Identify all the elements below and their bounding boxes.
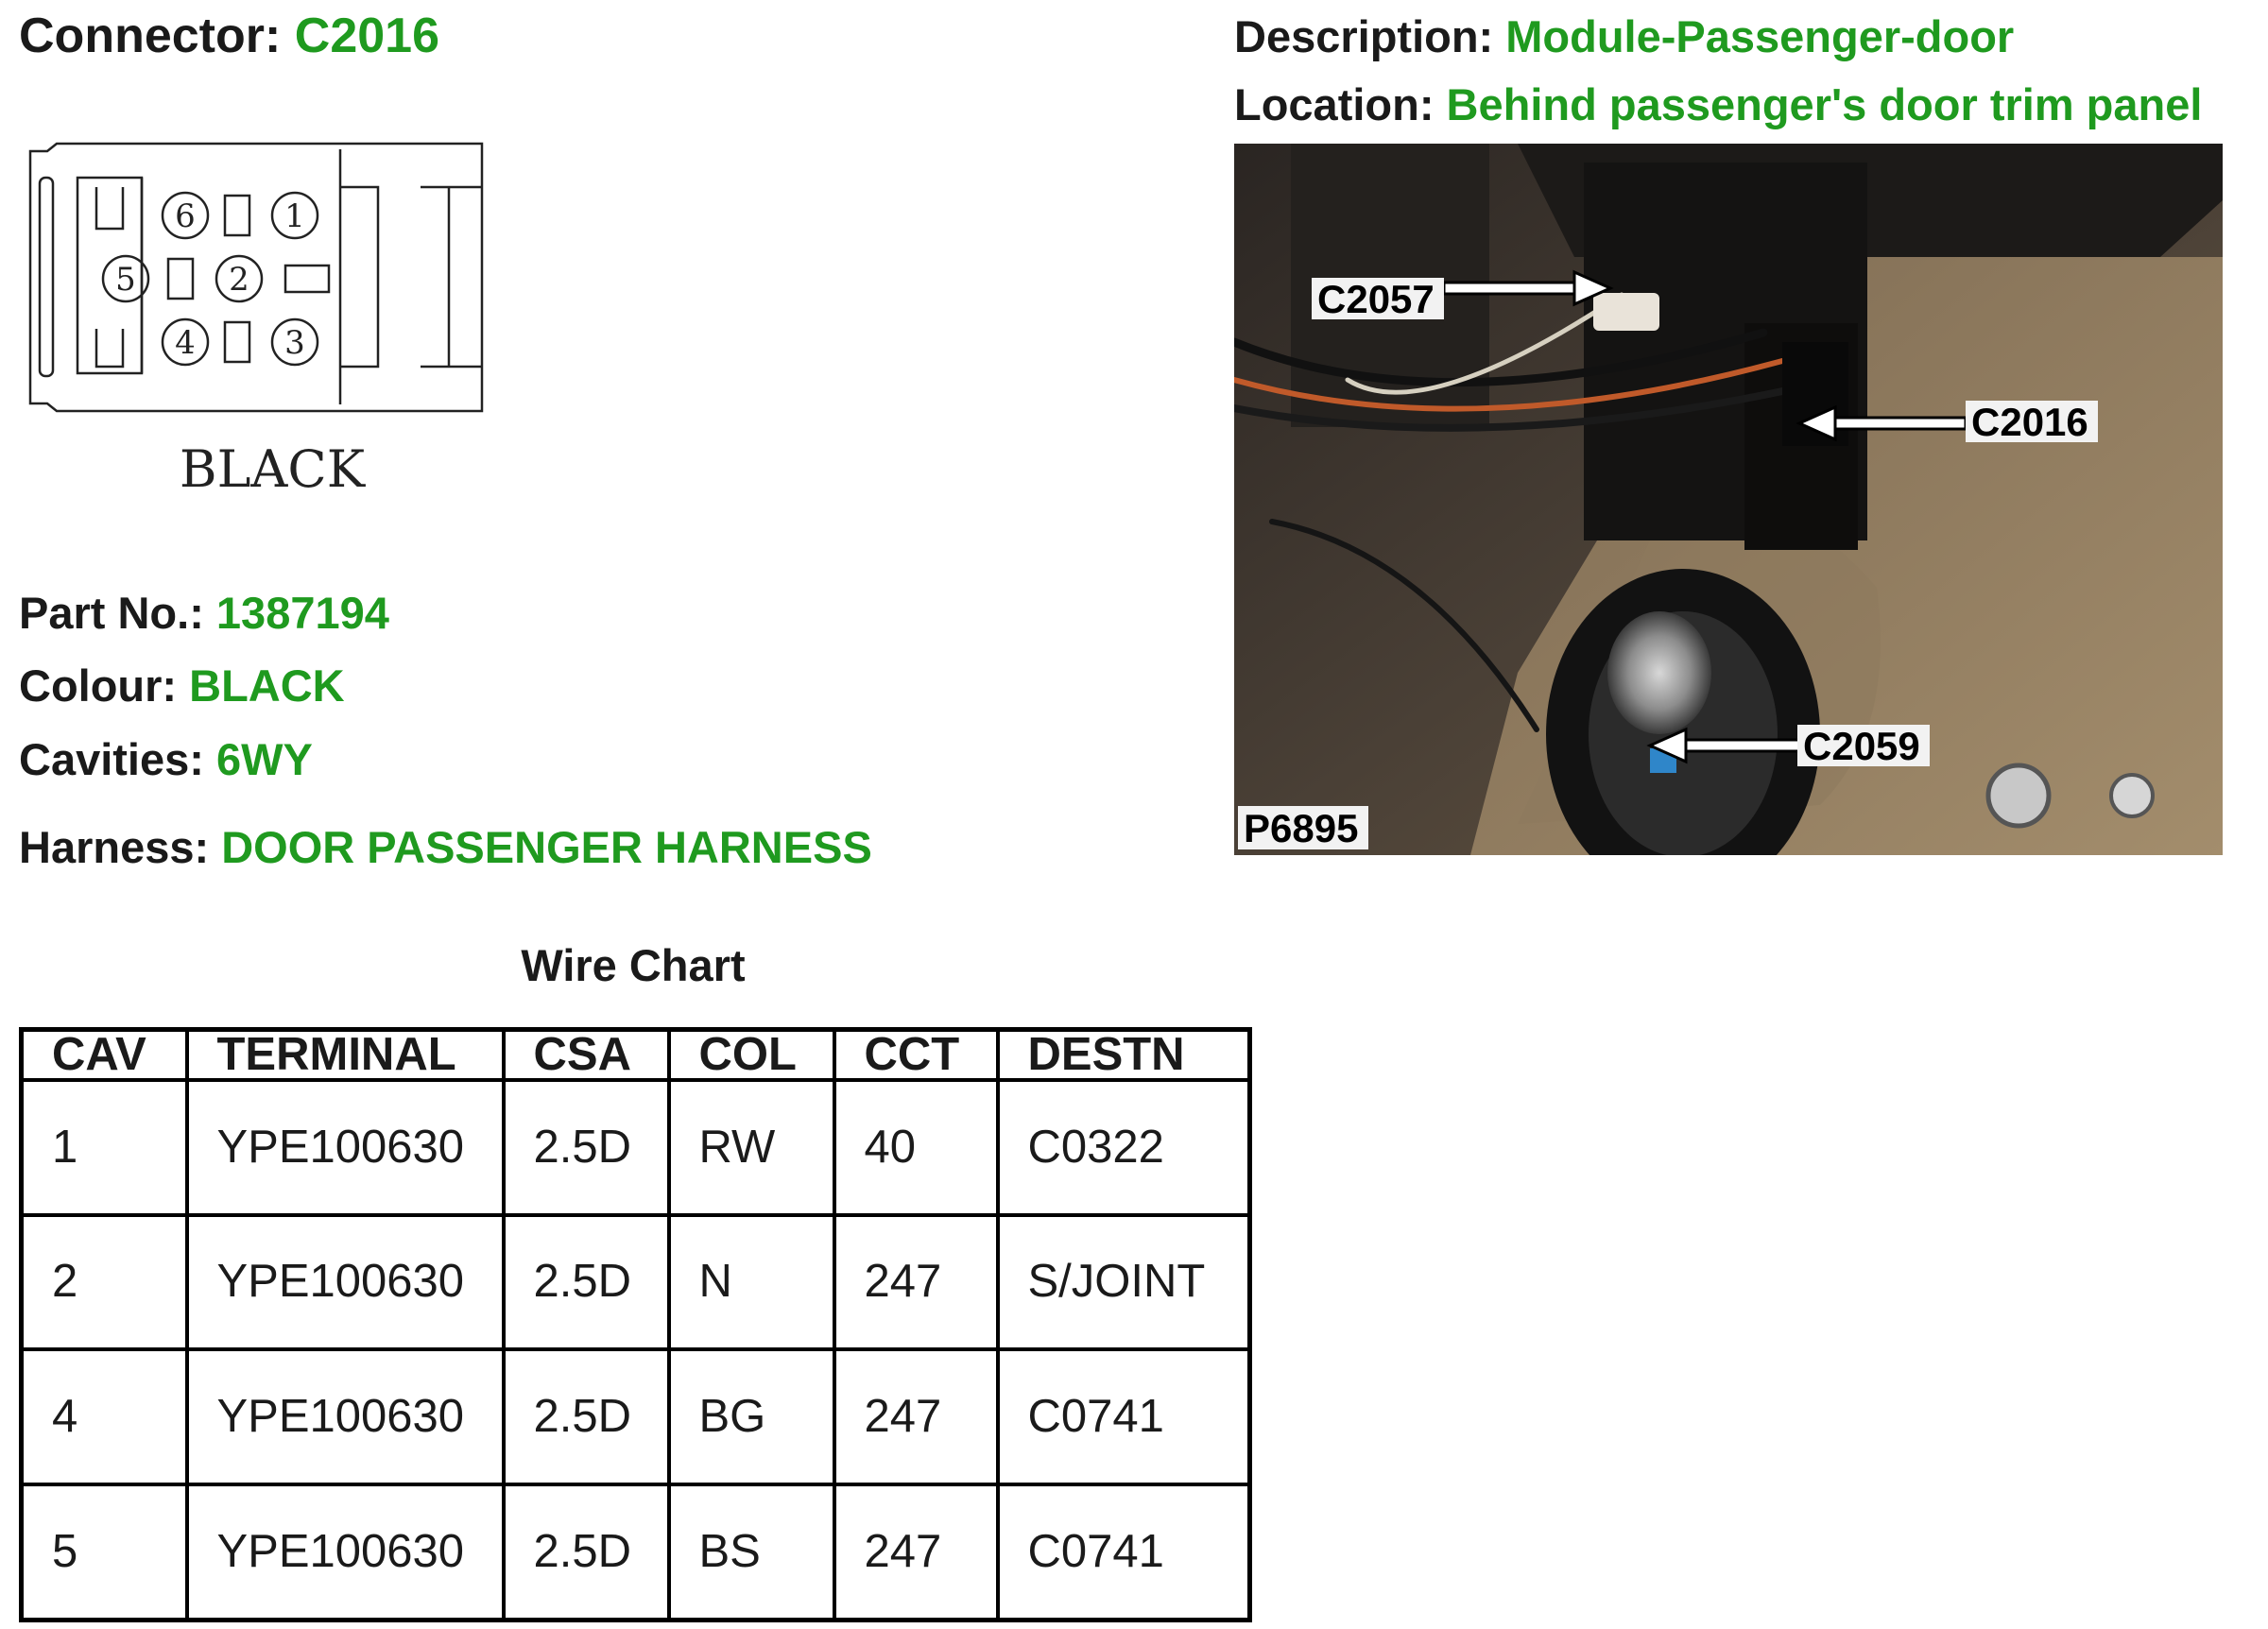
column-header-cct: CCT [834, 1030, 998, 1081]
cell-terminal: YPE100630 [187, 1215, 504, 1350]
part-no-label: Part No.: [19, 588, 204, 638]
cell-cct: 40 [834, 1080, 998, 1215]
cell-col: N [669, 1215, 834, 1350]
cell-col: BG [669, 1349, 834, 1484]
cavity-5-label: 5 [115, 261, 136, 299]
cell-terminal: YPE100630 [187, 1080, 504, 1215]
cell-cav: 2 [22, 1215, 187, 1350]
part-no-field [19, 588, 389, 638]
location-field [1234, 79, 2203, 129]
cell-cav: 1 [22, 1080, 187, 1215]
table-row [22, 1349, 1250, 1484]
cell-destn: C0322 [998, 1080, 1250, 1215]
wire-chart-title: Wire Chart [521, 940, 746, 990]
location-value: Behind passenger's door trim panel [1446, 79, 2203, 129]
wire-chart-table [19, 1027, 1252, 1622]
connector-label: Connector: [19, 9, 282, 63]
description-value: Module-Passenger-door [1505, 11, 2015, 61]
connector-field [19, 9, 440, 63]
colour-value: BLACK [189, 660, 345, 711]
cell-csa: 2.5D [504, 1349, 669, 1484]
callout-c2057: C2057 [1317, 277, 1435, 321]
table-row [22, 1080, 1250, 1215]
table-header-row [22, 1030, 1250, 1081]
cell-csa: 2.5D [504, 1484, 669, 1620]
cavities-field [19, 734, 313, 784]
column-header-destn: DESTN [998, 1030, 1250, 1081]
cavity-2-label: 2 [229, 261, 249, 299]
cavity-3-label: 3 [284, 324, 305, 362]
cavities-value: 6WY [215, 734, 313, 784]
connector-face-diagram [19, 142, 496, 510]
harness-field [19, 822, 872, 872]
cell-cav: 4 [22, 1349, 187, 1484]
cell-destn: C0741 [998, 1484, 1250, 1620]
cell-col: RW [669, 1080, 834, 1215]
location-label: Location: [1234, 79, 1435, 129]
figure-id: P6895 [1244, 806, 1359, 850]
column-header-cav: CAV [22, 1030, 187, 1081]
cavity-1-label: 1 [284, 197, 305, 235]
cavity-6-label: 6 [175, 197, 196, 235]
cell-terminal: YPE100630 [187, 1484, 504, 1620]
cavity-4-label: 4 [175, 324, 196, 362]
column-header-col: COL [669, 1030, 834, 1081]
part-no-value: 1387194 [215, 588, 389, 638]
cell-cav: 5 [22, 1484, 187, 1620]
cell-terminal: YPE100630 [187, 1349, 504, 1484]
cell-csa: 2.5D [504, 1080, 669, 1215]
table-row [22, 1484, 1250, 1620]
location-photo [1234, 144, 2223, 855]
cell-csa: 2.5D [504, 1215, 669, 1350]
harness-value: DOOR PASSENGER HARNESS [221, 822, 872, 872]
column-header-terminal: TERMINAL [187, 1030, 504, 1081]
table-row [22, 1215, 1250, 1350]
colour-label: Colour: [19, 660, 178, 711]
cell-col: BS [669, 1484, 834, 1620]
cell-cct: 247 [834, 1349, 998, 1484]
connector-color-label: BLACK [179, 439, 366, 499]
cell-cct: 247 [834, 1484, 998, 1620]
cell-destn: S/JOINT [998, 1215, 1250, 1350]
cell-cct: 247 [834, 1215, 998, 1350]
colour-field [19, 660, 345, 711]
callout-c2059: C2059 [1803, 724, 1920, 768]
callout-c2016: C2016 [1971, 400, 2088, 444]
harness-label: Harness: [19, 822, 210, 872]
column-header-csa: CSA [504, 1030, 669, 1081]
connector-value: C2016 [294, 9, 440, 63]
cavities-label: Cavities: [19, 734, 204, 784]
description-label: Description: [1234, 11, 1494, 61]
description-field [1234, 11, 2015, 61]
cell-destn: C0741 [998, 1349, 1250, 1484]
